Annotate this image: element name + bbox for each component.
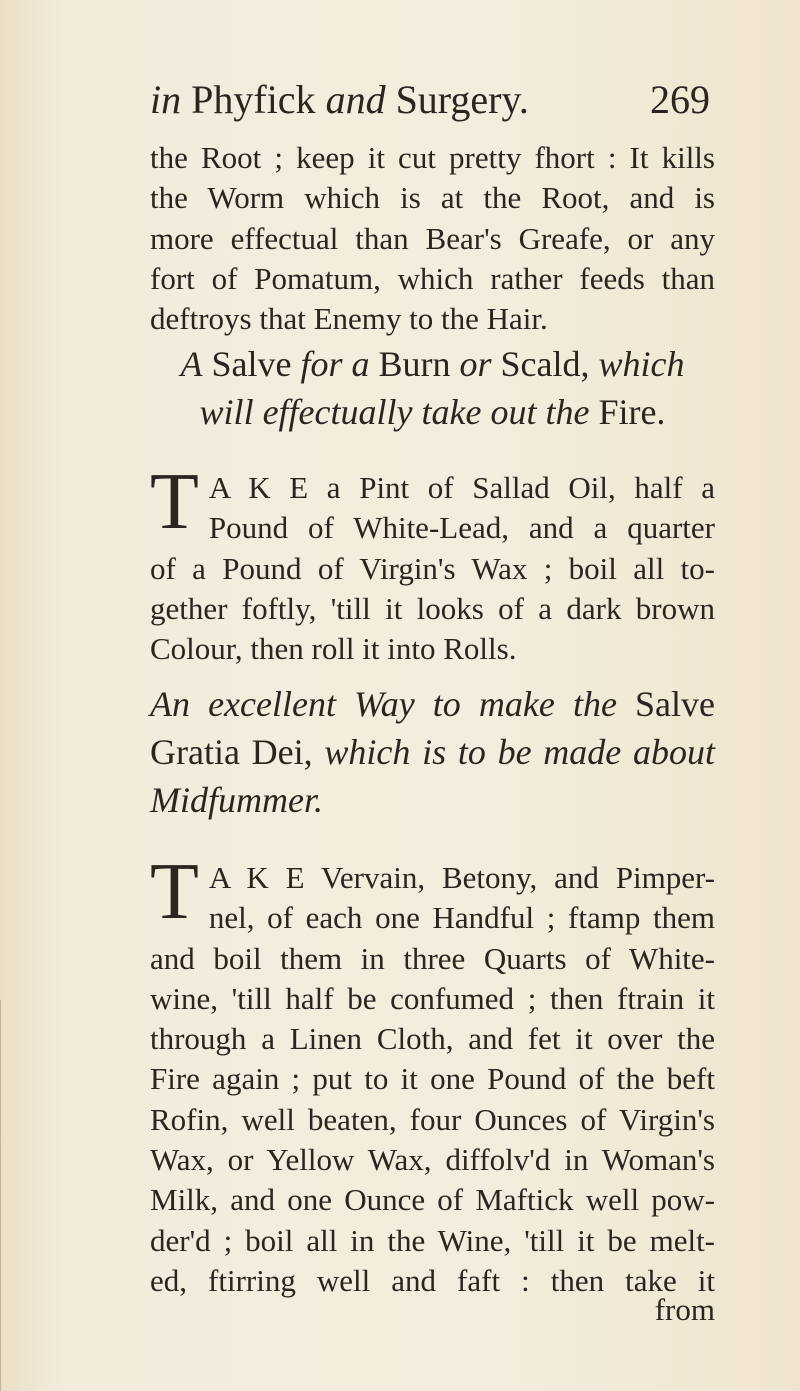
page-number: 269 xyxy=(650,77,710,122)
text-line: the Worm which is at the Root, and is xyxy=(150,180,715,216)
text-line: more effectual than Bear's Greafe, or any xyxy=(150,220,715,256)
header-conjunction: and xyxy=(325,77,386,122)
text-line: ed, ftirring well and faft : then take it xyxy=(150,1262,715,1298)
heading-fragment: will effectually take out the xyxy=(199,392,590,432)
heading-fragment: Fire. xyxy=(589,392,666,432)
heading-fragment: Salve xyxy=(202,344,301,384)
text-line: Milk, and one Ounce of Maftick well pow- xyxy=(150,1182,715,1218)
heading-line xyxy=(150,680,715,728)
text-line: Pound of White-Lead, and a quarter xyxy=(208,510,715,546)
text-line: nel, of each one Handful ; ftamp them xyxy=(208,900,715,936)
heading-fragment: Burn xyxy=(369,344,460,384)
text-line: Wax, or Yellow Wax, diffolv'd in Woman's xyxy=(150,1142,715,1178)
heading-line xyxy=(150,340,715,388)
drop-cap: T xyxy=(150,848,199,936)
heading-line: Midfummer. xyxy=(150,780,323,820)
heading-line xyxy=(150,388,715,436)
text-line: of a Pound of Virgin's Wax ; boil all to- xyxy=(150,550,715,586)
text-line: Rofin, well beaten, four Ounces of Virgin's xyxy=(150,1101,715,1137)
text-line: wine, 'till half be confumed ; then ftrain it xyxy=(150,980,715,1016)
header-word-surgery: Surgery. xyxy=(395,77,529,122)
text-line: fort of Pomatum, which rather feeds than xyxy=(150,260,715,296)
running-header xyxy=(150,70,710,130)
recipe-paragraph-gratia-dei xyxy=(150,848,715,1301)
heading-fragment: Scald, xyxy=(491,344,599,384)
heading-fragment: Salve xyxy=(616,684,715,724)
paragraph-continued xyxy=(150,138,715,339)
heading-fragment: An excellent Way to make the xyxy=(150,684,617,724)
recipe-heading-burn-salve xyxy=(150,340,715,436)
text-line: through a Linen Cloth, and fet it over the xyxy=(150,1021,715,1057)
recipe-heading-gratia-dei xyxy=(150,680,715,824)
catchword: from xyxy=(654,1292,715,1327)
heading-line xyxy=(150,728,715,776)
heading-fragment: which is to be made about xyxy=(324,732,715,772)
text-line: gether foftly, 'till it looks of a dark brown xyxy=(150,590,715,626)
text-line: Colour, then roll it into Rolls. xyxy=(150,631,517,667)
text-line: deftroys that Enemy to the Hair. xyxy=(150,301,548,337)
page-edge-shadow xyxy=(0,1000,13,1391)
drop-cap: T xyxy=(150,458,199,546)
text-line: A K E Vervain, Betony, and Pimper- xyxy=(208,860,715,895)
header-word-physick: Phyfick xyxy=(191,77,316,122)
text-line: Fire again ; put to it one Pound of the beft xyxy=(150,1061,715,1097)
recipe-paragraph-burn-salve xyxy=(150,458,715,669)
text-line: der'd ; boil all in the Wine, 'till it be melt- xyxy=(150,1222,715,1258)
text-line: and boil them in three Quarts of White- xyxy=(150,940,715,976)
header-prefix: in xyxy=(150,77,182,122)
heading-fragment: which xyxy=(598,344,685,384)
heading-fragment: Gratia Dei, xyxy=(150,732,325,772)
heading-fragment: or xyxy=(459,344,492,384)
text-line: the Root ; keep it cut pretty fhort : It kills xyxy=(150,140,715,175)
heading-fragment: A xyxy=(180,344,203,384)
text-line: A K E a Pint of Sallad Oil, half a xyxy=(208,470,715,505)
heading-fragment: for a xyxy=(300,344,370,384)
